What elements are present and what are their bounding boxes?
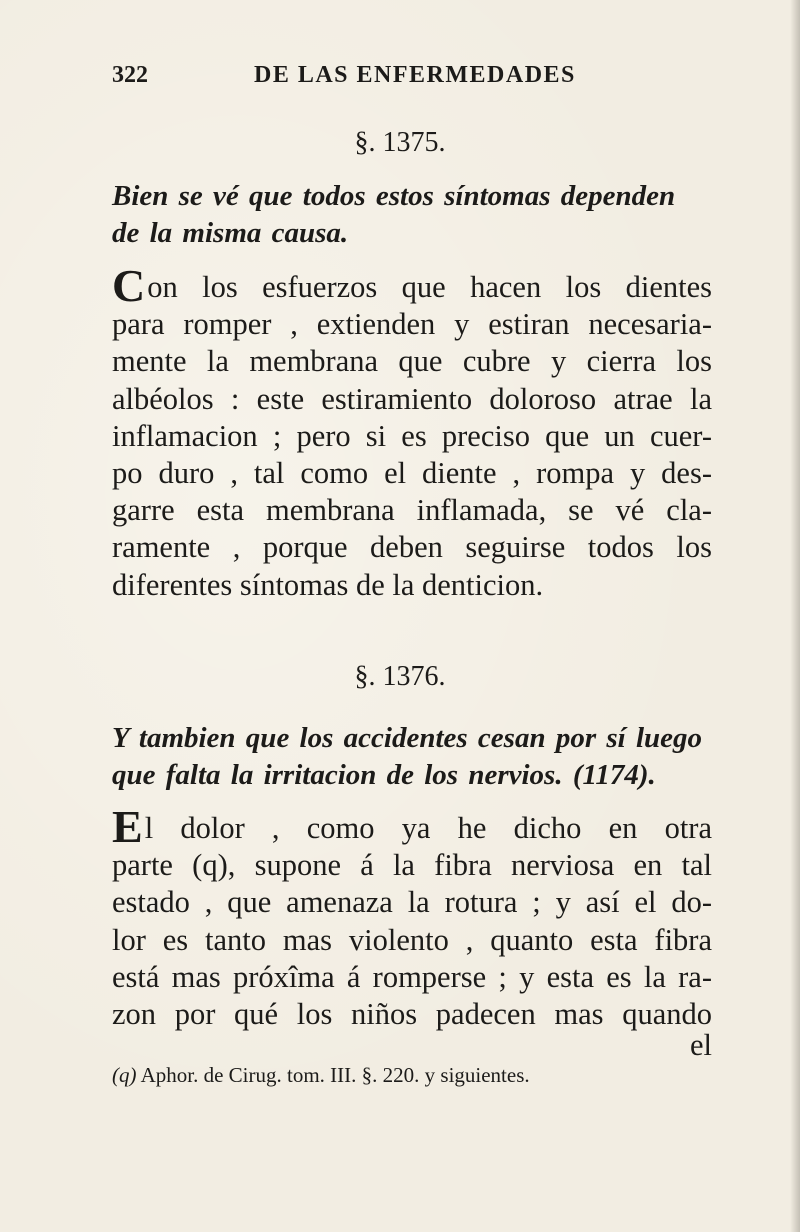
section-number: §. 1376.	[354, 661, 446, 692]
section-title-line: Y tambien que los accidentes cesan por sí luego	[112, 722, 703, 754]
footnote-mark: (q)	[112, 1063, 137, 1087]
section-number: §. 1375.	[354, 127, 446, 158]
page-edge-shadow	[790, 0, 800, 1232]
paragraph-line: mente la membrana que cubre y cierra los	[112, 344, 712, 379]
catchword: el	[689, 1028, 712, 1062]
section-title-line: de la misma causa.	[112, 217, 349, 249]
section-title	[112, 720, 712, 794]
paragraph-line: garre esta membrana inflamada, se vé cla-	[112, 493, 712, 528]
paragraph-line: po duro , tal como el diente , rompa y des-	[112, 456, 712, 491]
paragraph-line: lor es tanto mas violento , quanto esta fibra	[112, 922, 712, 957]
paragraph-line: zon por qué los niños padecen mas quando	[112, 997, 712, 1032]
paragraph-line: estado , que amenaza la rotura ; y así el do-	[112, 885, 712, 920]
paragraph-line: ramente , porque deben seguirse todos los	[112, 530, 712, 565]
paragraph-line: inflamacion ; pero si es preciso que un cuer-	[112, 418, 712, 453]
footnote	[112, 1063, 530, 1088]
paragraph-line: Con los esfuerzos que hacen los dientes	[112, 260, 712, 311]
paragraph-line: El dolor , como ya he dicho en otra	[112, 801, 712, 852]
paragraph-line: está mas próxîma á romperse ; y esta es la ra-	[112, 959, 712, 994]
paragraph-line: diferentes síntomas de la denticion.	[112, 567, 544, 602]
paragraph-line: albéolos : este estiramiento doloroso atrae la	[112, 381, 712, 416]
section-body	[112, 801, 712, 1033]
page-number: 322	[112, 62, 148, 88]
footnote-text: Aphor. de Cirug. tom. III. §. 220. y siguientes.	[140, 1063, 530, 1087]
section-title-line: Bien se vé que todos estos síntomas dependen	[112, 180, 676, 212]
section-title-line: que falta la irritacion de los nervios. (1174).	[112, 759, 656, 791]
section-body	[112, 260, 712, 604]
paragraph-line: parte (q), supone á la fibra nerviosa en tal	[112, 848, 712, 883]
drop-cap: C	[112, 260, 146, 311]
page-header	[112, 62, 612, 102]
paragraph-line: para romper , extienden y estiran necesaria-	[112, 307, 712, 342]
drop-cap: E	[112, 801, 143, 852]
running-head: DE LAS ENFERMEDADES	[254, 62, 576, 88]
section-title	[112, 178, 712, 252]
